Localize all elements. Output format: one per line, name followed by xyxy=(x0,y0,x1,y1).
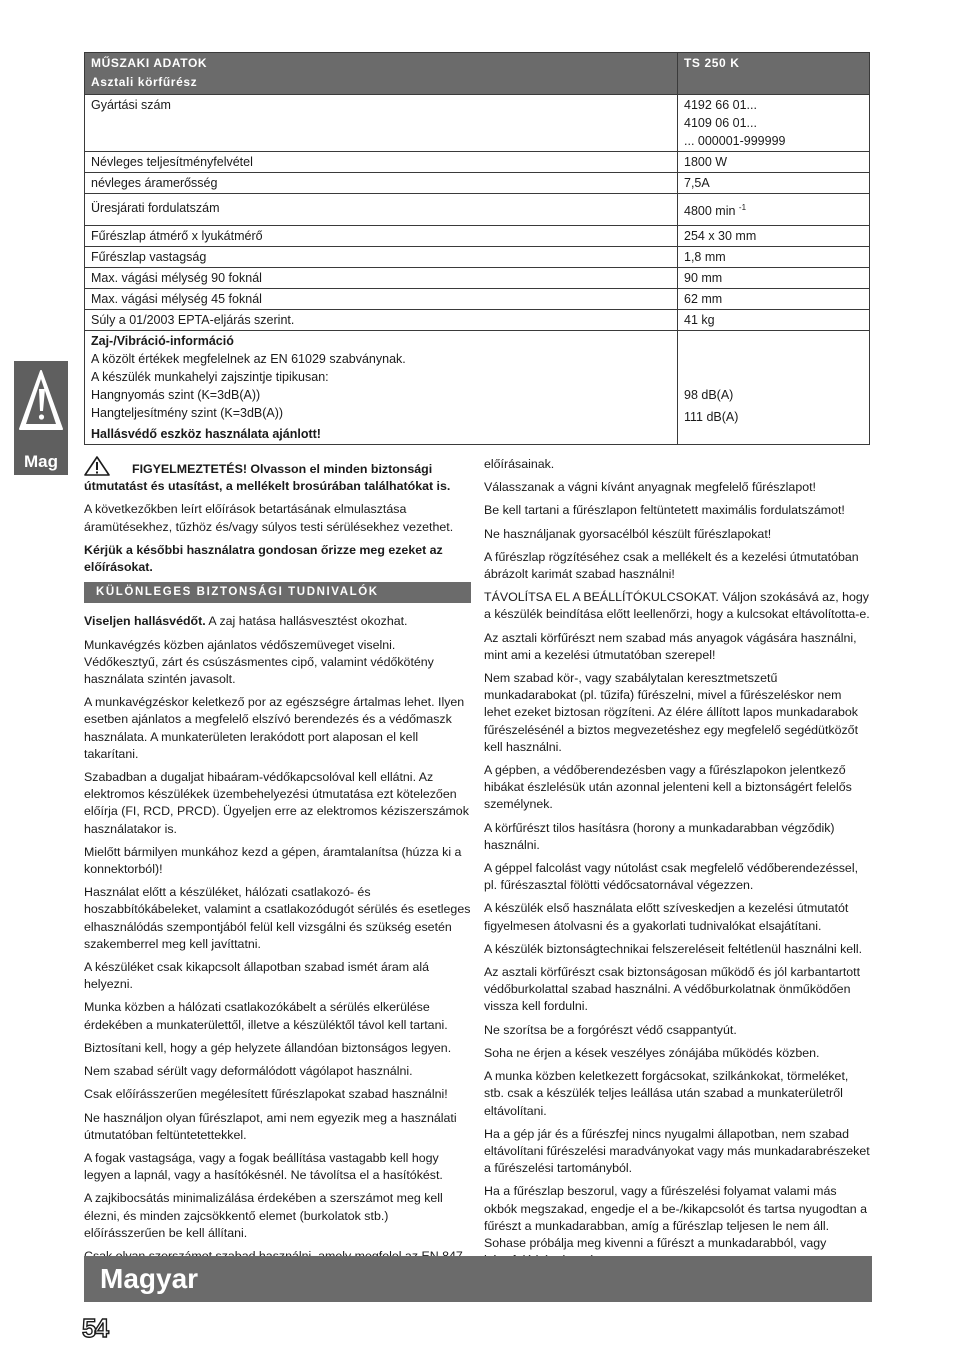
spec-row xyxy=(85,152,870,173)
noise-info-line: Hangnyomás szint (K=3dB(A)) xyxy=(91,388,261,403)
footer-language-title: Magyar xyxy=(100,1263,199,1294)
warning-paragraph xyxy=(84,456,471,495)
body-paragraph: Az asztali körfűrészt nem szabad más anyagok vágására használni, mint ami a kezelési útmutatóban szerepel! xyxy=(484,630,857,662)
body-paragraph: A készülék első használata előtt szíveskedjen a kezelési útmutatót figyelmesen átolvasni és a gyakorlati tudnivalókat elsajátítani. xyxy=(484,901,849,933)
body-paragraph: TÁVOLÍTSA EL A BEÁLLÍTÓKULCSOKAT. Váljon szokásává az, hogy a készülék beindítása előtt leellenőrzi, hogy a kulcsokat eltávolította-e. xyxy=(484,590,870,622)
spec-row xyxy=(85,310,870,331)
noise-info-line: A közölt értékek megfelelnek az EN 61029 szabványnak. xyxy=(91,352,406,367)
body-paragraph: előírásainak. xyxy=(484,457,555,471)
spec-row xyxy=(85,226,870,247)
noise-values-cell xyxy=(678,331,870,445)
body-paragraph xyxy=(84,613,471,630)
body-paragraph: Ne szorítsa be a forgórészt védő csappantyút. xyxy=(484,1022,737,1037)
noise-info-title: Zaj-/Vibráció-információ xyxy=(91,334,234,349)
spec-label: Fűrészlap vastagság xyxy=(85,247,678,268)
page-number: 54 xyxy=(82,1313,107,1343)
spec-header-title: MŰSZAKI ADATOK xyxy=(91,56,208,70)
warning-text: FIGYELMEZTETÉS! Olvasson el minden biztonsági útmutatást és utasítást, a mellékelt brosúrában találhatókat is. xyxy=(84,462,451,494)
keep-instructions-paragraph: Kérjük a későbbi használatra gondosan őrizze meg ezeket az előírásokat. xyxy=(84,542,443,575)
right-column xyxy=(484,456,870,1275)
section-heading-bar: KÜLÖNLEGES BIZTONSÁGI TUDNIVALÓK xyxy=(84,582,471,603)
spec-header-subtitle: Asztali körfűrész xyxy=(91,75,198,89)
speed-unit-exponent: -1 xyxy=(738,203,747,212)
body-paragraph: A munkavégzéskor keletkező por az egészségre ártalmas lehet. Ilyen esetben ajánlatos a megfelelő elszívó berendezés és a védőmaszk használata. A munkaterületen lerakódott port alaposan el kell takarítani. xyxy=(84,695,465,761)
speed-value: 4800 min xyxy=(684,204,736,219)
hearing-protection-lead: Viseljen hallásvédőt. xyxy=(84,614,206,629)
spec-row-noise xyxy=(85,331,870,445)
spec-value: 1800 W xyxy=(678,152,870,173)
hearing-protection-note: Hallásvédő eszköz használata ajánlott! xyxy=(91,427,321,442)
body-paragraph: Szabadban a dugaljat hibaáram-védőkapcsolóval kell ellátni. Az elektromos készülékek üzembehelyezési útmutatása ezt kötelezően előírja (FI, RCD, PRCD). Ügyeljen erre az elektromos kéziszerszámok használatakor is. xyxy=(84,770,469,836)
body-paragraph: Biztosítani kell, hogy a gép helyzete állandóan biztonságos legyen. xyxy=(84,1040,452,1055)
hearing-protection-text: A zaj hatása hallásvesztést okozhat. xyxy=(205,614,408,629)
spec-row xyxy=(85,289,870,310)
noise-info-line: A készülék munkahelyi zajszintje tipikusan: xyxy=(91,370,329,385)
serial-number-line: 4192 66 01... xyxy=(684,98,757,112)
spec-label: Névleges teljesítményfelvétel xyxy=(85,152,678,173)
footer-language-bar xyxy=(84,1256,872,1302)
spec-label: Gyártási szám xyxy=(85,95,678,152)
body-paragraph: Ne használjon olyan fűrészlapot, ami nem egyezik meg a használati útmutatóban feltüntetettekkel. xyxy=(84,1110,457,1142)
noise-info-line: Hangteljesítmény szint (K=3dB(A)) xyxy=(91,406,284,421)
spec-label: Fűrészlap átmérő x lyukátmérő xyxy=(85,226,678,247)
body-paragraph: A körfűrészt tilos hasításra (horony a munkadarabban végződik) használni. xyxy=(484,820,835,852)
body-paragraph: Ha a fűrészlap beszorul, vagy a fűrészelési folyamat valami más okbók megszakad, engedje el a be-/kikapcsolót és tartsa nyugodtan a fűrészt a munkadarabban, amíg a fűrészlap teljesen le nem áll. Sohase próbálja meg kivenni a fűrészt a munkadarabból, vagy xyxy=(484,1184,867,1250)
left-column xyxy=(84,456,471,1288)
body-paragraph: Soha ne érjen a kések veszélyes zónájába működés közben. xyxy=(484,1045,820,1060)
side-tab-label: Mag xyxy=(24,452,58,471)
spec-label: Max. vágási mélység 45 foknál xyxy=(85,289,678,310)
spec-value xyxy=(678,194,870,226)
noise-spacer xyxy=(684,332,863,386)
spec-value: 1,8 mm xyxy=(678,247,870,268)
spec-value xyxy=(678,95,870,152)
spec-value: 62 mm xyxy=(678,289,870,310)
sound-power-value: 111 dB(A) xyxy=(684,410,739,425)
spec-value: 7,5A xyxy=(678,173,870,194)
warning-exclamation-icon xyxy=(18,367,64,443)
spec-row xyxy=(85,173,870,194)
body-paragraph: A fogak vastagsága, vagy a fogak beállítása vastagabb kell hogy legyen a lapnál, vagy a hasítókésnél. Ne távolítsa el a hasítókést. xyxy=(84,1150,443,1183)
body-paragraph: Nem szabad sérült vagy deformálódott vágólapot használni. xyxy=(84,1064,413,1079)
body-paragraph: Ne használjanak gyorsacélból készült fűrészlapokat! xyxy=(484,526,772,541)
spec-row xyxy=(85,95,870,152)
spec-header-model: TS 250 K xyxy=(678,53,870,95)
spec-label: Üresjárati fordulatszám xyxy=(85,194,678,226)
serial-number-line: 4109 06 01... xyxy=(684,116,757,130)
spec-table xyxy=(84,52,870,445)
body-paragraph: Be kell tartani a fűrészlapon feltüntetett maximális fordulatszámot! xyxy=(484,503,845,518)
body-paragraph: A fűrészlap rögzítéséhez csak a mellékelt és a kezelési útmutatóban ábrázolt karimát szabad használni! xyxy=(484,549,859,582)
spec-header-left xyxy=(85,53,678,95)
spec-table-header xyxy=(85,53,870,95)
body-paragraph: Mielőtt bármilyen munkához kezd a gépen, áramtalanítsa (húzza ki a konnektorból)! xyxy=(84,844,462,877)
body-paragraph: Használat előtt a készüléket, hálózati csatlakozó- és hoszabbítókábeleket, valamint a csatlakozódugót sérülés és esetleges elhasználódás szempontjából felül kell vizsgálni és szükség esetén szakemberrel meg kell javíttatni. xyxy=(84,885,471,951)
noise-info-cell xyxy=(85,331,678,445)
sound-pressure-value: 98 dB(A) xyxy=(684,388,734,403)
body-paragraph: Munkavégzés közben ajánlatos védőszemüveget viselni. Védőkesztyű, zárt és csúszásmentes cipő, valamint védőkötény használata szintén javasolt. xyxy=(84,637,434,687)
body-paragraph: A készüléket csak kikapcsolt állapotban szabad ismét áram alá helyezni. xyxy=(84,960,430,992)
body-paragraph: A készülék biztonságtechnikai felszereléseit feltétlenül használni kell. xyxy=(484,941,863,956)
serial-number-line: ... 000001-999999 xyxy=(684,134,786,148)
spec-row xyxy=(85,268,870,289)
language-side-tab xyxy=(14,361,68,475)
spec-value: 254 x 30 mm xyxy=(678,226,870,247)
spec-value: 90 mm xyxy=(678,268,870,289)
body-paragraph: A géppel falcolást vagy nútolást csak megfelelő védőberendezéssel, pl. fűrészasztal fölötti védőcsatornával végezzen. xyxy=(484,861,859,893)
spec-label: Súly a 01/2003 EPTA-eljárás szerint. xyxy=(85,310,678,331)
body-paragraph: Munka közben a hálózati csatlakozókábelt a sérülés elkerülése érdekében a munkaterülettől, illetve a készüléktől távol kell tartani. xyxy=(84,1000,448,1032)
body-paragraph: Az asztali körfűrészt csak biztonságosan működő és jól karbantartott védőburkolattal szabad használni. A védőburkolatnak önműködően vissza kell fordulni. xyxy=(484,965,861,1014)
body-paragraph: A munka közben keletkezett forgácsokat, szilkánkokat, törmeléket, stb. csak a készülék teljes leállása után szabad a munkaterületről eltávolítani. xyxy=(484,1069,849,1118)
body-paragraph: A gépben, a védőberendezésben vagy a fűrészlapokon jelentkező hibákat észlelésük után azonnal jelenteni kell a biztonságért felelős személynek. xyxy=(484,763,852,812)
spec-label: Max. vágási mélység 90 foknál xyxy=(85,268,678,289)
spec-value: 41 kg xyxy=(678,310,870,331)
body-paragraph: Nem szabad kör-, vagy szabálytalan keresztmetszetű munkadarabokat (pl. tűzifa) fűrészelni, mivel a fűrészeléskor nem lehet ezeket biztosan rögzíteni. Az élére állított lapos munkadarabok fűrészelésénél a biztos megvezetéshez egy megfelelő segédütközőt kell használni. xyxy=(484,671,859,754)
spec-row xyxy=(85,247,870,268)
body-paragraph: A következőkben leírt előírások betartásának elmulasztása áramütésekhez, tűzhöz és/vagy súlyos testi sérülésekhez vezethet. xyxy=(84,502,454,534)
body-paragraph: Válasszanak a vágni kívánt anyagnak megfelelő fűrészlapot! xyxy=(484,480,816,495)
spec-row xyxy=(85,194,870,226)
spec-label: névleges áramerősség xyxy=(85,173,678,194)
body-paragraph: Csak előírásszerűen megélesített fűrészlapokat szabad használni! xyxy=(84,1087,448,1102)
warning-triangle-icon xyxy=(84,456,110,476)
body-paragraph: Ha a gép jár és a fűrészfej nincs nyugalmi állapotban, nem szabad eltávolítani fűrészelési maradványokat vagy más munkadarabrészeket a fűrészelési tartományból. xyxy=(484,1126,870,1176)
body-paragraph: A zajkibocsátás minimalizálása érdekében a szerszámot meg kell élezni, és minden zajcsökkentő elemet (burkolatok stb.) előírásszerűen be kell állítani. xyxy=(84,1191,443,1240)
